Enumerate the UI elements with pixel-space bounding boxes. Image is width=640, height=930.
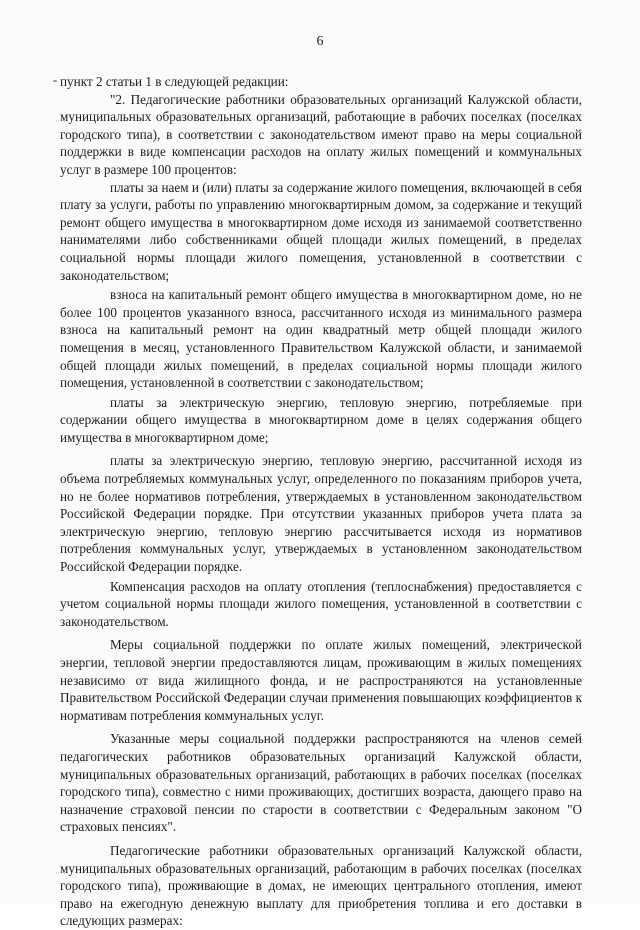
paragraph-energy-fee: платы за электрическую энергию, тепловую энергию, рассчитанной исходя из объема потребляемых коммунальных услуг, определенного по показаниям приборов учета, но не более нормативов потребления, утверждаемых в установленном законодательством Российской Федерации порядке. При отсутствии указанных приборов учета плата за электрическую энергию, тепловую энергию рассчитывается исходя из нормативов потребления коммунальных услуг, утверждаемых в установленном законодательством Российской Федерации порядке.	[60, 453, 582, 575]
page-number: 6	[316, 34, 324, 49]
document-body	[60, 73, 582, 930]
paragraph-heating-compensation: Компенсация расходов на оплату отопления (теплоснабжения) предоставляется с учетом социальной нормы площади жилого помещения, установленной в соответствии с законодательством.	[60, 578, 582, 629]
paragraph-capital-repair: взноса на капитальный ремонт общего имущества в многоквартирном доме, но не более 100 процентов указанного взноса, рассчитанного исходя из минимального размера взноса на капитальный ремонт на один квадратный метр общей площади жилого помещения в месяц, установленного Правительством Калужской области, и занимаемой общей площади жилых помещений, в пределах социальной нормы площади жилого помещения, установленной в соответствии с законодательством;	[60, 287, 582, 391]
intro-line: пункт 2 статьи 1 в следующей редакции:	[60, 74, 289, 89]
scan-speck	[53, 80, 57, 82]
paragraph-fuel-payment: Педагогические работники образовательных организаций Калужской области, муниципальных образовательных организаций, работающим в рабочих поселках (поселках городского типа), проживающие в домах, не имеющих центрального отопления, имеют право на ежегодную денежную выплату для приобретения топлива и его доставки в следующих размерах:	[60, 842, 582, 929]
paragraph-item-2: "2. Педагогические работники образовательных организаций Калужской области, муниципальных образовательных организаций, работающие в рабочих поселках (поселках городского типа), в соответствии с законодательством имеют право на меры социальной поддержки в виде компенсации расходов на оплату жилых помещений и коммунальных услуг в размере 100 процентов:	[60, 91, 582, 177]
paragraph-family-members: Указанные меры социальной поддержки распространяются на членов семей педагогических работников образовательных организаций Калужской области, муниципальных образовательных организаций, работающих в рабочих поселках (поселках городского типа), совместно с ними проживающих, достигших возраста, дающего право на назначение страховой пенсии по старости в соответствии с Федеральным законом "О страховых пенсиях".	[60, 731, 582, 835]
paragraph-support-measures: Меры социальной поддержки по оплате жилых помещений, электрической энергии, тепловой энергии предоставляются лицам, проживающим в жилых помещениях независимо от вида жилищного фонда, и не распространяются на установленные Правительством Российской Федерации случаи применения повышающих коэффициентов к нормативам потребления коммунальных услуг.	[60, 637, 582, 723]
paragraph-rent-fee: платы за наем и (или) платы за содержание жилого помещения, включающей в себя плату за услуги, работы по управлению многоквартирным домом, за содержание и текущий ремонт общего имущества в многоквартирном доме исходя из занимаемой соответственно нанимателями либо собственниками общей площади жилых помещений, в пределах социальной нормы площади жилого помещения, установленной в соответствии с законодательством;	[60, 179, 582, 283]
paragraph-common-energy: платы за электрическую энергию, тепловую энергию, потребляемые при содержании общего имущества в многоквартирном доме в целях содержания общего имущества в многоквартирном доме;	[60, 394, 582, 445]
